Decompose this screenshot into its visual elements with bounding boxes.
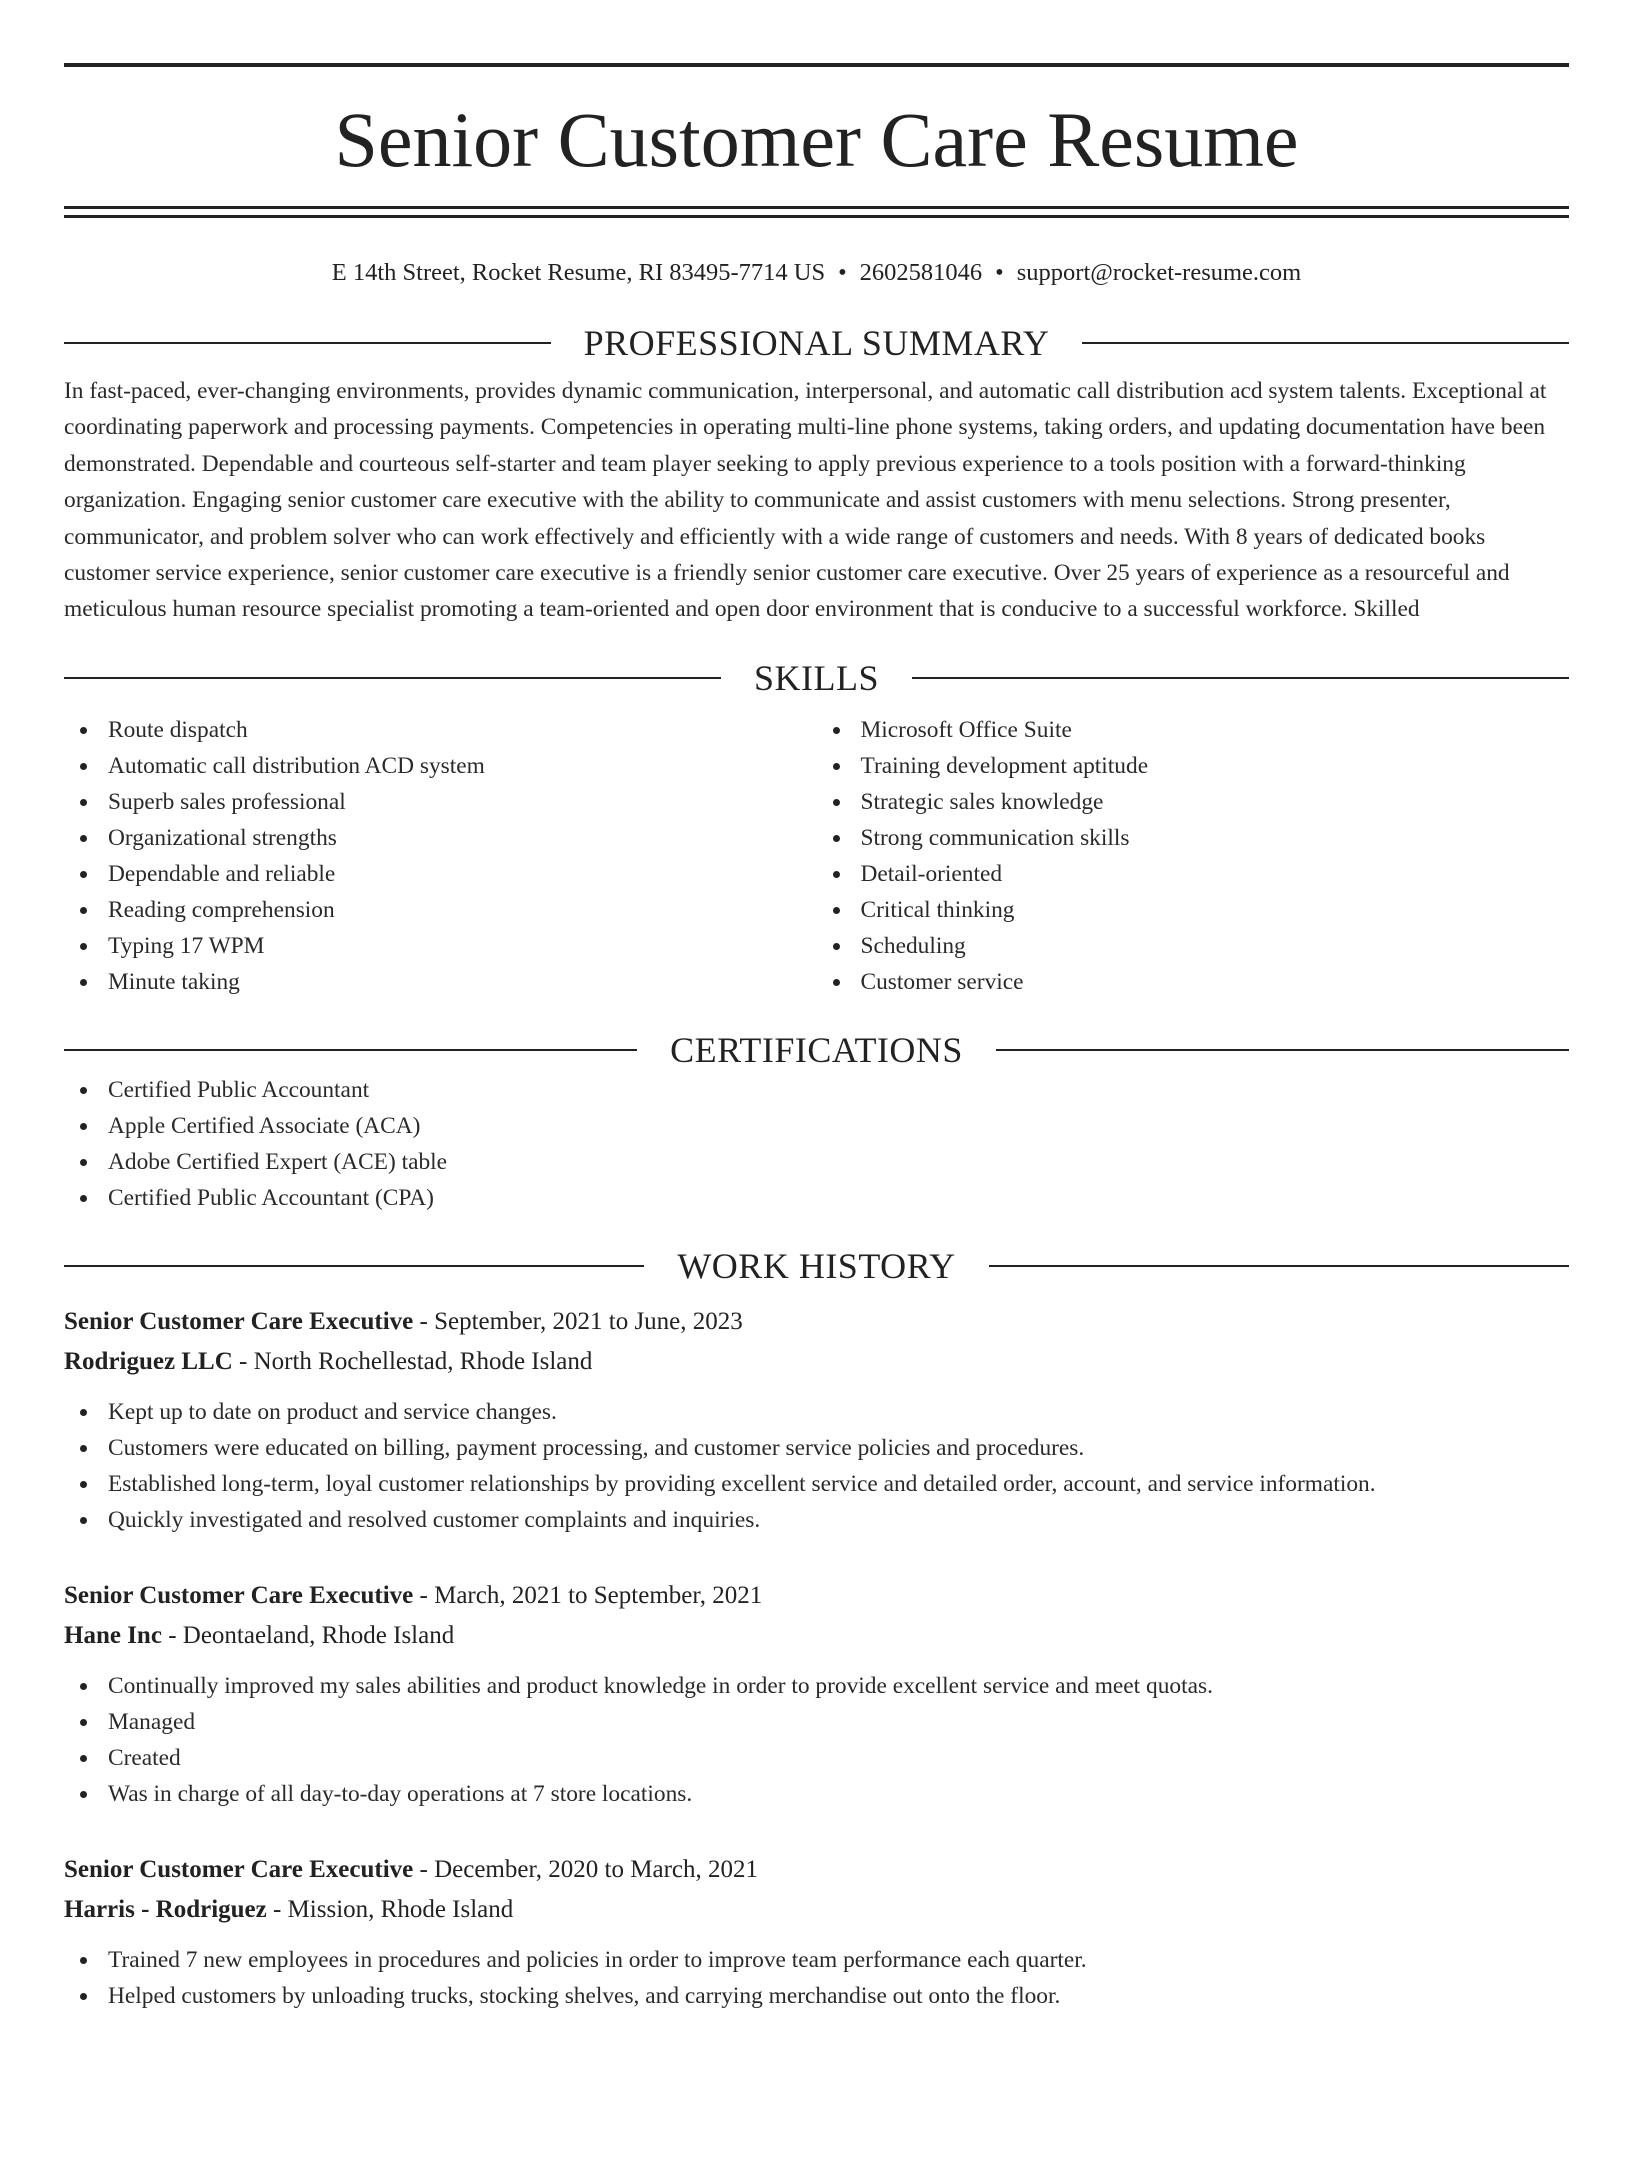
job-title: Senior Customer Care Executive [64, 1855, 414, 1883]
job-duties-list [64, 1394, 1569, 1538]
job-duty-item: Created [64, 1740, 1569, 1776]
certification-item: Certified Public Accountant (CPA) [64, 1180, 1569, 1216]
job-title: Senior Customer Care Executive [64, 1581, 414, 1609]
skill-item: Microsoft Office Suite [817, 712, 1570, 748]
job-dates: - March, 2021 to September, 2021 [413, 1581, 763, 1609]
job-dates: - September, 2021 to June, 2023 [413, 1307, 743, 1335]
job-duty-item: Managed [64, 1704, 1569, 1740]
heading-rule-right [996, 1049, 1569, 1051]
certification-item: Certified Public Accountant [64, 1072, 1569, 1108]
contact-email: support@rocket-resume.com [1016, 259, 1302, 286]
skills-columns [64, 712, 1569, 1000]
skill-item: Automatic call distribution ACD system [64, 748, 817, 784]
skill-item: Detail-oriented [817, 856, 1570, 892]
heading-rule-right [989, 1265, 1569, 1267]
skill-item: Strategic sales knowledge [817, 784, 1570, 820]
section-heading-certifications [64, 1028, 1569, 1072]
contact-separator: • [995, 259, 1004, 286]
certification-item: Adobe Certified Expert (ACE) table [64, 1144, 1569, 1180]
job-duty-item: Kept up to date on product and service changes. [64, 1394, 1569, 1430]
job-duty-item: Helped customers by unloading trucks, stocking shelves, and carrying merchandise out onto the floor. [64, 1978, 1569, 2014]
job-entry [64, 1302, 1569, 1538]
heading-rule-left [64, 1049, 637, 1051]
job-company: Hane Inc [64, 1621, 162, 1649]
certification-item: Apple Certified Associate (ACA) [64, 1108, 1569, 1144]
job-title-line [64, 1302, 1569, 1342]
skills-list-right [817, 712, 1570, 1000]
title-double-rule [64, 206, 1569, 218]
work-history-list [64, 1302, 1569, 2014]
contact-address: E 14th Street, Rocket Resume, RI 83495-7714 US [331, 259, 826, 286]
section-title-certifications: CERTIFICATIONS [670, 1029, 963, 1070]
section-title-work-history: WORK HISTORY [677, 1245, 956, 1286]
skill-item: Organizational strengths [64, 820, 817, 856]
job-location: - North Rochellestad, Rhode Island [232, 1347, 593, 1375]
job-entry [64, 1576, 1569, 1812]
skill-item: Reading comprehension [64, 892, 817, 928]
heading-rule-left [64, 342, 551, 344]
heading-rule-right [1082, 342, 1569, 344]
skill-item: Route dispatch [64, 712, 817, 748]
skill-item: Scheduling [817, 928, 1570, 964]
section-title-skills: SKILLS [754, 657, 880, 698]
section-heading-work-history [64, 1244, 1569, 1288]
section-title-summary: PROFESSIONAL SUMMARY [583, 323, 1050, 363]
job-location: - Mission, Rhode Island [266, 1895, 514, 1923]
job-title: Senior Customer Care Executive [64, 1307, 414, 1335]
resume-page [0, 63, 1632, 2175]
skill-item: Customer service [817, 964, 1570, 1000]
job-duty-item: Customers were educated on billing, payment processing, and customer service policies and procedures. [64, 1430, 1569, 1466]
skill-item: Critical thinking [817, 892, 1570, 928]
job-duty-item: Was in charge of all day-to-day operations at 7 store locations. [64, 1776, 1569, 1812]
job-duty-item: Quickly investigated and resolved customer complaints and inquiries. [64, 1502, 1569, 1538]
summary-paragraph: In fast-paced, ever-changing environments, provides dynamic communication, interpersonal, and automatic call distribution acd system talents. Exceptional at coordinating paperwork and processing payments. Competencies in operating multi-line phone systems, taking orders, and updating documentation have been demonstrated. Dependable and courteous self-starter and team player seeking to apply previous experience to a tools position with a forward-thinking organization. Engaging senior customer care executive with the ability to communicate and assist customers with menu selections. Strong presenter, communicator, and problem solver who can work effectively and efficiently with a wide range of customers and needs. With 8 years of dedicated books customer service experience, senior customer care executive is a friendly senior customer care executive. Over 25 years of experience as a resourceful and meticulous human resource specialist promoting a team-oriented and open door environment that is conducive to a successful workforce. Skilled [64, 378, 1547, 623]
skill-item: Superb sales professional [64, 784, 817, 820]
section-heading-summary [64, 321, 1569, 365]
job-company: Rodriguez LLC [64, 1347, 233, 1375]
skill-item: Typing 17 WPM [64, 928, 817, 964]
job-title-line [64, 1850, 1569, 1890]
section-heading-skills [64, 656, 1569, 700]
contact-separator: • [838, 259, 847, 286]
job-company-line [64, 1342, 1569, 1382]
job-location: - Deontaeland, Rhode Island [161, 1621, 455, 1649]
job-duty-item: Established long-term, loyal customer relationships by providing excellent service and detailed order, account, and service information. [64, 1466, 1569, 1502]
job-title-line [64, 1576, 1569, 1616]
heading-rule-left [64, 677, 721, 679]
skill-item: Strong communication skills [817, 820, 1570, 856]
job-company-line [64, 1616, 1569, 1656]
skill-item: Dependable and reliable [64, 856, 817, 892]
job-duty-item: Trained 7 new employees in procedures and policies in order to improve team performance each quarter. [64, 1942, 1569, 1978]
job-duties-list [64, 1668, 1569, 1812]
certifications-list [64, 1072, 1569, 1216]
job-company-line [64, 1890, 1569, 1930]
contact-phone: 2602581046 [859, 259, 983, 286]
job-entry [64, 1850, 1569, 2014]
heading-rule-left [64, 1265, 644, 1267]
skills-list-left [64, 712, 817, 1000]
skill-item: Training development aptitude [817, 748, 1570, 784]
heading-rule-right [912, 677, 1569, 679]
resume-title: Senior Customer Care Resume [334, 96, 1299, 183]
job-duties-list [64, 1942, 1569, 2014]
job-dates: - December, 2020 to March, 2021 [413, 1855, 758, 1883]
job-duty-item: Continually improved my sales abilities and product knowledge in order to provide excellent service and meet quotas. [64, 1668, 1569, 1704]
contact-line [64, 258, 1569, 288]
job-company: Harris - Rodriguez [64, 1895, 267, 1923]
skill-item: Minute taking [64, 964, 817, 1000]
